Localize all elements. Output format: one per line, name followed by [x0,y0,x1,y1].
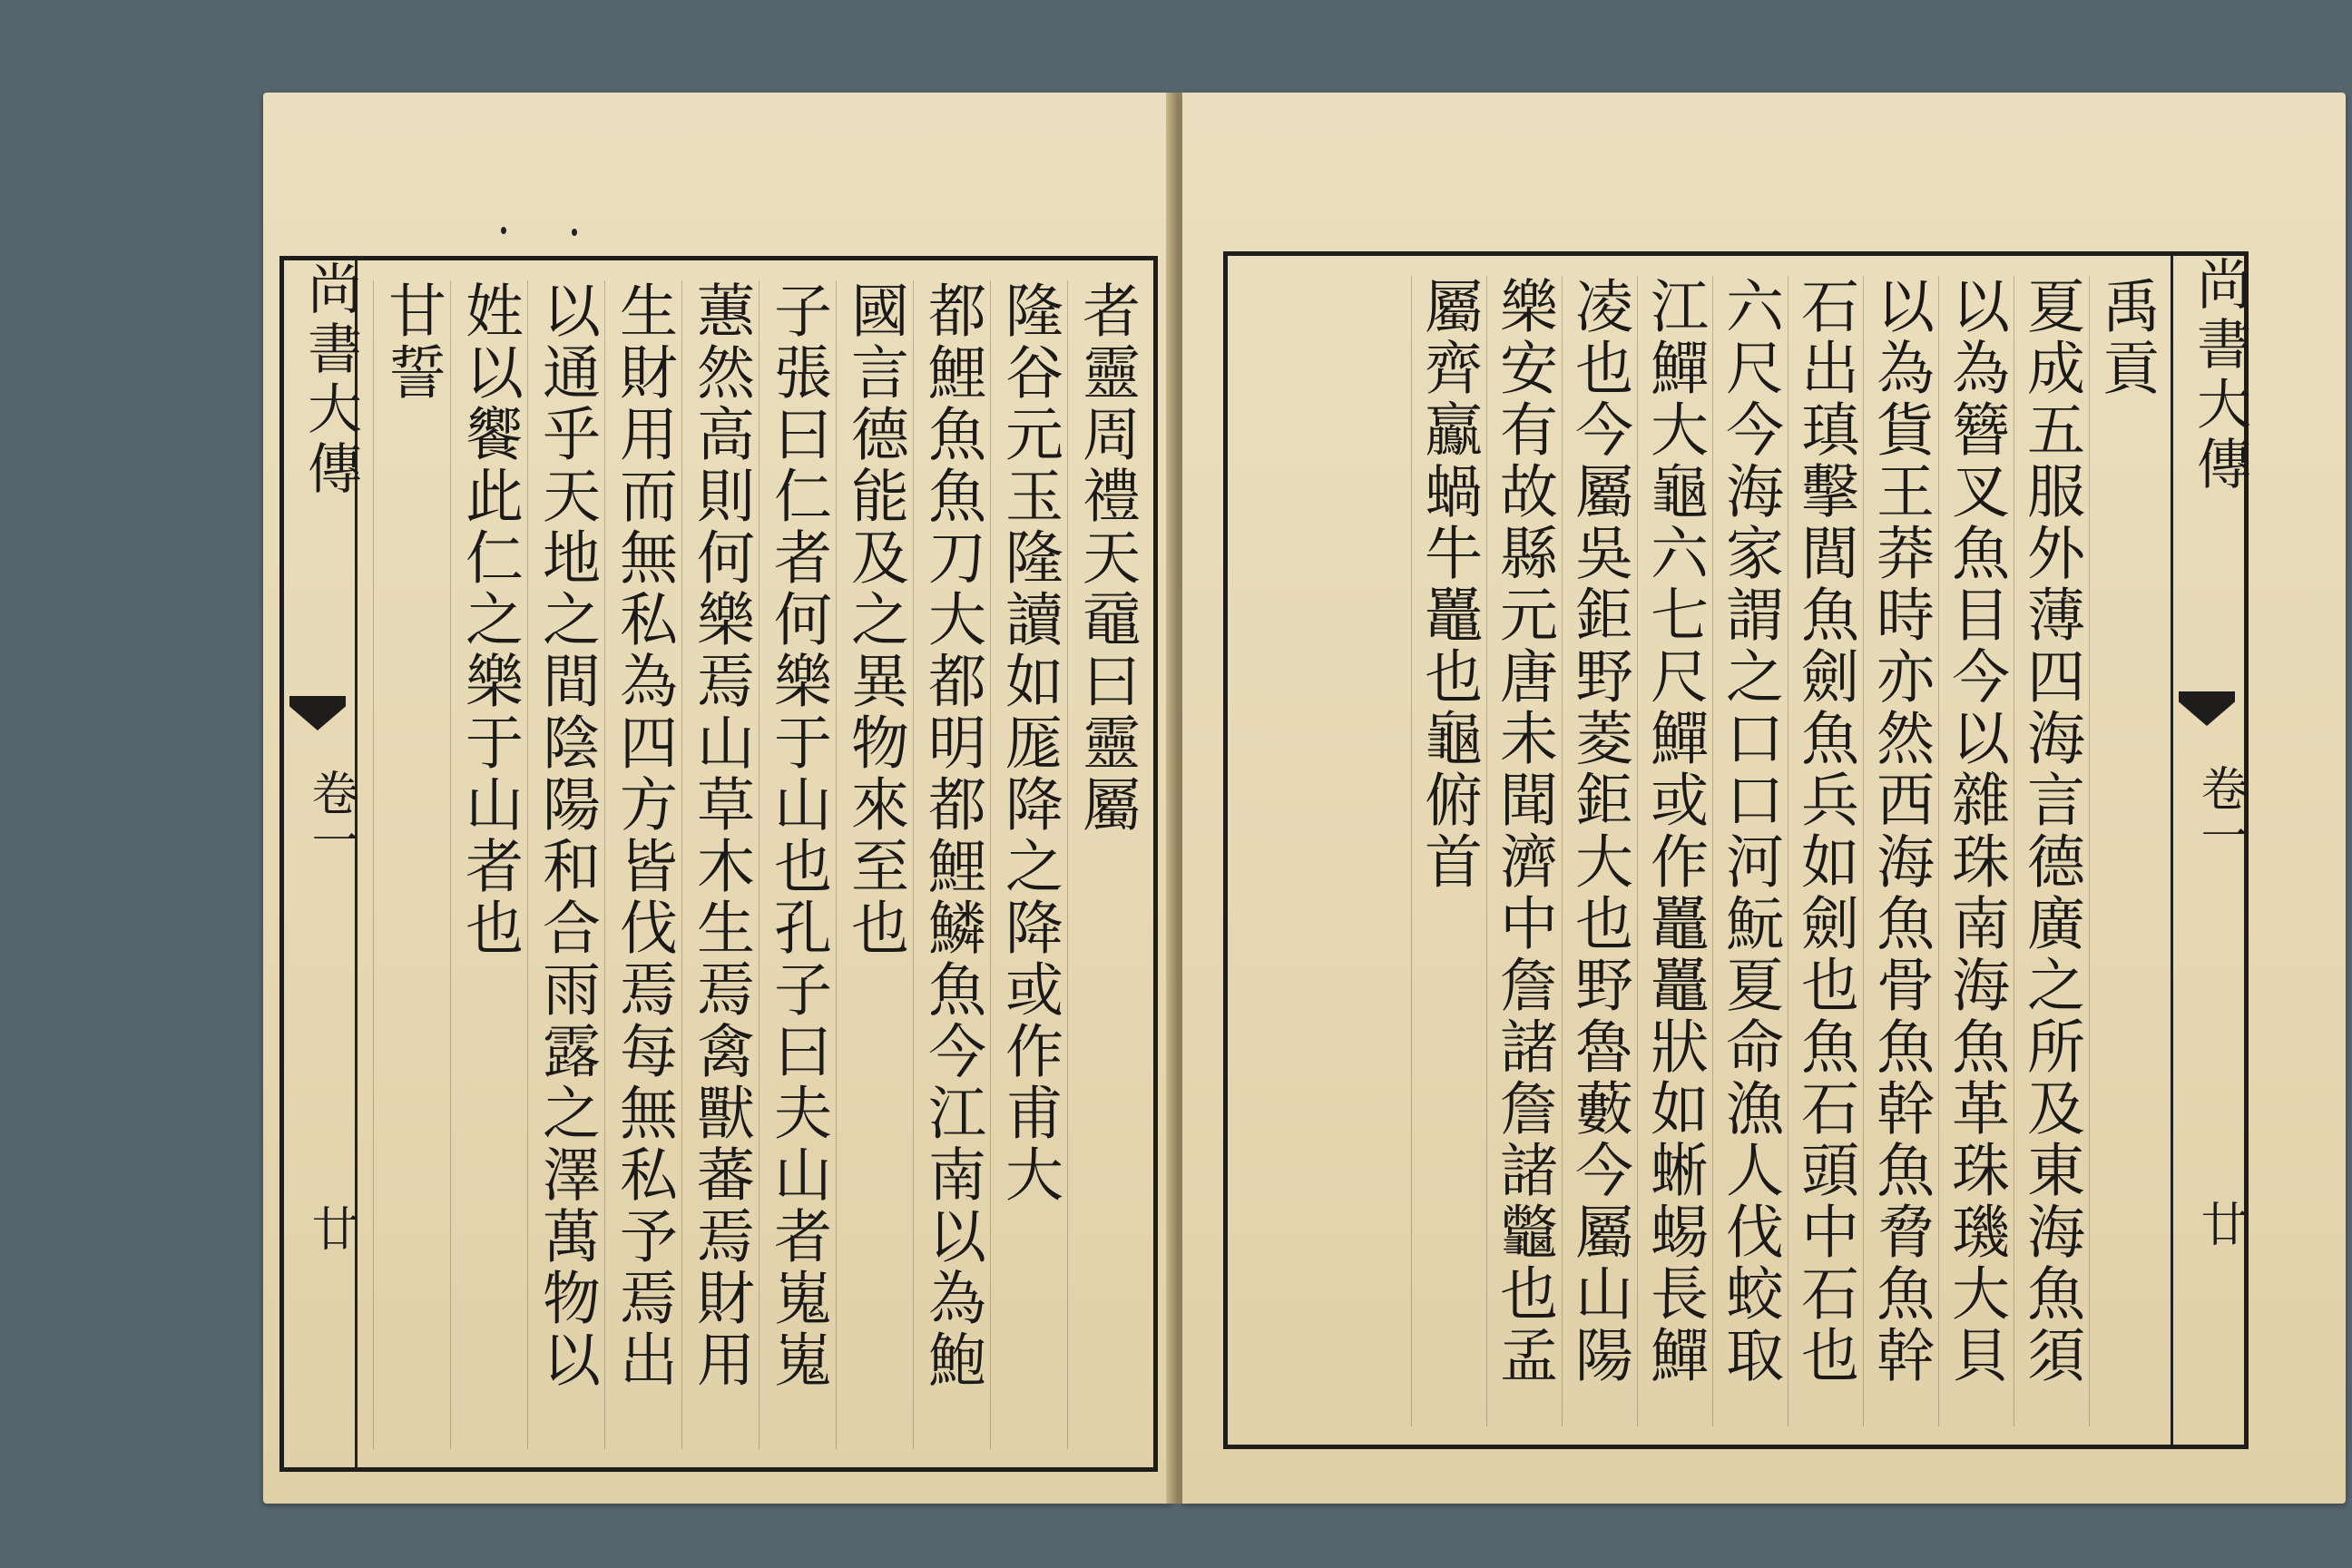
text-column: 都鯉魚魚刀大都明都鯉鱗魚今江南以為鮑 [913,280,990,1449]
text-column: 者靈周禮天黿曰靈屬 [1067,280,1144,1449]
left-margin-strip [284,260,362,1467]
text-column: 六尺今海家謂之口口河魭夏命漁人伐蛟取 [1712,276,1788,1426]
text-column: 夏成五服外薄四海言德廣之所及東海魚須 [2014,276,2089,1426]
text-column: 生財用而無私為四方皆伐焉每無私予焉出 [604,280,681,1449]
text-column: 樂安有故縣元唐未聞濟中詹諸詹諸龞也孟 [1486,276,1562,1426]
ink-dot [501,227,506,234]
text-column: 隆谷元玉隆讀如厖降之降或作甫大 [990,280,1067,1449]
right-margin-strip [2171,256,2251,1445]
text-column: 子張曰仁者何樂于山也孔子曰夫山者嵬嵬 [759,280,836,1449]
right-margin-title: 尚書大傳 [2188,256,2251,495]
right-columns [1237,276,2164,1426]
fish-tail-mark [289,696,346,730]
left-text-frame [279,256,1158,1472]
text-column: 凌也今屬吳鉅野菱鉅大也野魯藪今屬山陽 [1562,276,1637,1426]
open-book [263,93,2346,1504]
text-column: 國言德能及之異物來至也 [836,280,913,1449]
left-columns [364,280,1144,1449]
text-column: 以為簪叉魚目今以雜珠南海魚革珠璣大貝 [1938,276,2014,1426]
right-volume: 卷一 [2192,764,2247,858]
left-page-number: 廿 [303,1204,358,1251]
text-column: 以通乎天地之間陰陽和合雨露之澤萬物以 [527,280,604,1449]
ink-dot [572,229,577,236]
left-volume: 卷一 [303,769,358,863]
left-page [263,93,1172,1504]
text-column: 以為貨王莽時亦然西海魚骨魚幹魚脅魚幹 [1863,276,1938,1426]
text-column: 石出瑱擊閭魚劍魚兵如劍也魚石頭中石也 [1788,276,1863,1426]
right-text-frame [1223,251,2249,1449]
text-column: 姓以饗此仁之樂于山者也 [450,280,527,1449]
right-page-number: 廿 [2192,1200,2247,1247]
text-column: 蕙然高則何樂焉山草木生焉禽獸蕃焉財用 [681,280,759,1449]
right-page [1182,93,2346,1504]
left-margin-title: 尚書大傳 [299,260,362,500]
text-column: 甘誓 [373,280,450,1449]
fish-tail-mark [2179,691,2235,726]
text-column: 禹貢 [2089,276,2164,1426]
text-column: 江鱓大龜六七尺鱓或作鼉鼉狀如蜥蜴長鱓 [1637,276,1712,1426]
text-column: 屬齊鸁蝸牛鼉也龜俯首 [1411,276,1486,1426]
